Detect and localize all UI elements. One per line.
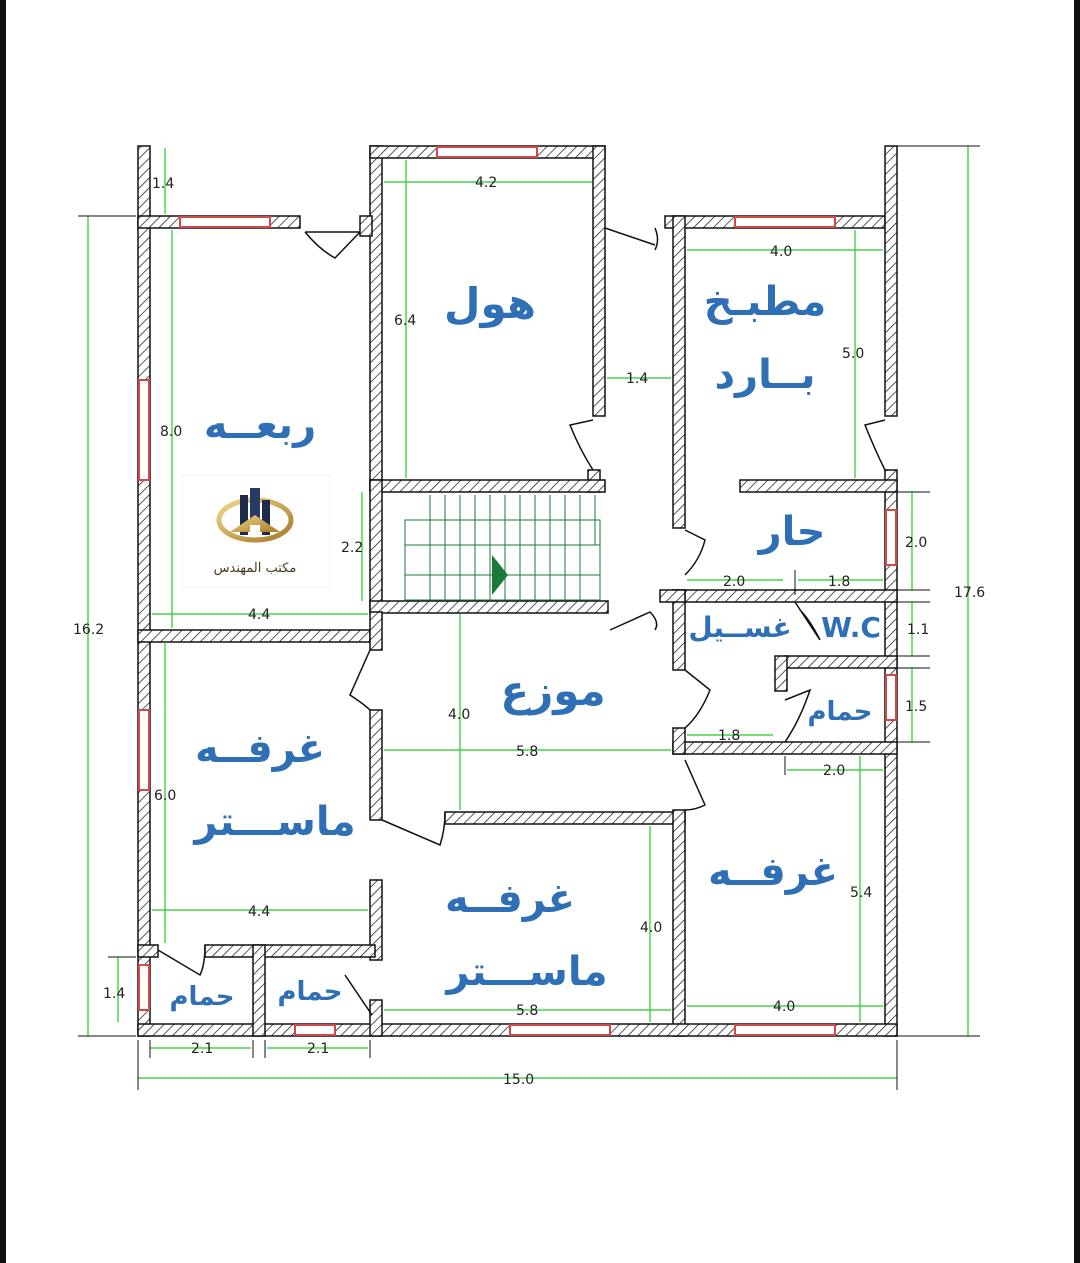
- room-wc-label: W.C: [821, 611, 881, 644]
- dim-master-left-depth: 6.0: [154, 788, 177, 804]
- right-frame-bar: [1074, 0, 1080, 1263]
- dim-distributor-depth: 4.0: [448, 707, 471, 723]
- dim-total-depth-right: 17.6: [954, 585, 986, 601]
- room-distributor-label: موزع: [500, 666, 606, 715]
- dim-hot-kitchen-width-a: 2.0: [723, 574, 746, 590]
- left-frame-bar: [0, 0, 6, 1263]
- room-rooftop-label: ربعــه: [203, 402, 317, 448]
- room-master-left-label-2: ماســـتر: [194, 799, 356, 845]
- dim-hot-kitchen-width-b: 1.8: [828, 574, 851, 590]
- dim-stair-depth: 2.2: [341, 540, 364, 556]
- room-bathroom-right-label: حمام: [807, 697, 873, 727]
- staircase: [405, 495, 600, 600]
- dim-bedroom-right-depth: 5.4: [850, 885, 873, 901]
- room-laundry-label: غســيل: [688, 611, 792, 644]
- dim-rooftop-depth: 8.0: [160, 424, 183, 440]
- dim-laundry-width: 1.8: [718, 728, 741, 744]
- room-hall-label: هول: [444, 279, 536, 328]
- room-cold-kitchen-label-1: مطبـخ: [703, 279, 827, 325]
- dim-hot-kitchen-depth: 2.0: [905, 535, 928, 551]
- office-logo: [182, 475, 330, 587]
- room-bathroom-bottom-middle-label: حمام: [277, 977, 343, 1007]
- dim-bath-right-depth: 1.5: [905, 699, 928, 715]
- dim-hall-depth: 6.4: [394, 313, 417, 329]
- dim-rooftop-width: 4.4: [248, 607, 271, 623]
- dim-corridor-width: 1.4: [626, 371, 649, 387]
- room-cold-kitchen-label-2: بــارد: [714, 352, 816, 398]
- dim-bath-right-width: 2.0: [823, 763, 846, 779]
- room-master-bottom-label-1: غرفــه: [445, 876, 575, 922]
- dim-top-left-stub: 1.4: [152, 176, 175, 192]
- dim-bath-bottom-depth: 1.4: [103, 986, 126, 1002]
- room-bathroom-bottom-left-label: حمام: [169, 982, 235, 1012]
- dim-total-width: 15.0: [503, 1072, 535, 1088]
- room-bedroom-right-label: غرفــه: [708, 849, 838, 895]
- dim-bath-bottom-mid-width: 2.1: [307, 1041, 330, 1057]
- dim-bedroom-right-width: 4.0: [773, 999, 796, 1015]
- dim-total-depth-left: 16.2: [73, 622, 105, 638]
- dim-kitchen-width: 4.0: [770, 244, 793, 260]
- dim-kitchen-depth: 5.0: [842, 346, 865, 362]
- logo-text: مكتب المهندس: [213, 561, 297, 576]
- dim-wc-depth: 1.1: [907, 622, 930, 638]
- room-master-left-label-1: غرفــه: [195, 726, 325, 772]
- room-labels: [170, 279, 881, 1012]
- room-hot-kitchen-label: حار: [758, 509, 826, 555]
- dim-master-bottom-depth: 4.0: [640, 920, 663, 936]
- dim-master-left-width: 4.4: [248, 904, 271, 920]
- dim-distributor-width: 5.8: [516, 744, 539, 760]
- dim-master-bottom-width: 5.8: [516, 1003, 539, 1019]
- room-master-bottom-label-2: ماســـتر: [446, 949, 608, 995]
- dim-bath-bottom-left-width: 2.1: [191, 1041, 214, 1057]
- dim-hall-width: 4.2: [475, 175, 498, 191]
